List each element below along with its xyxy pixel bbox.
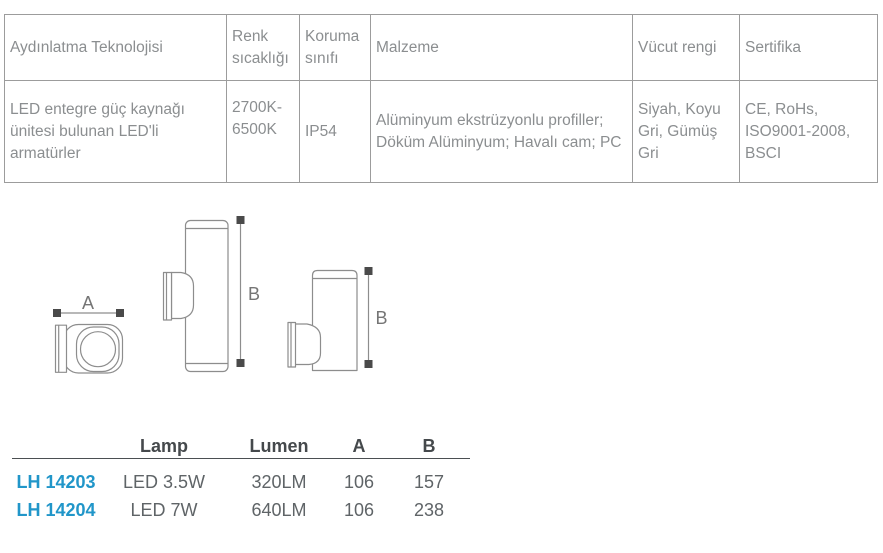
wall-plate — [288, 323, 296, 368]
dimension-endpoint-square — [116, 309, 124, 317]
wall-plate — [164, 273, 172, 321]
spec-header-certificate: Sertifika — [740, 15, 878, 81]
spec-header-color-temperature: Renk sıcaklığı — [227, 15, 300, 81]
product-dim-b-value: 157 — [413, 471, 445, 492]
product-table-header-row — [12, 434, 470, 459]
lens-bezel — [77, 327, 120, 372]
product-code-link[interactable]: LH 14204 — [16, 499, 96, 520]
lens-circle — [81, 332, 116, 367]
spec-value-material: Alüminyum ekstrüzyonlu profiller; Döküm Alüminyum; Havalı cam; PC — [371, 81, 633, 183]
dimension-endpoint-square — [365, 360, 373, 368]
spec-value-protection-class: IP54 — [300, 81, 371, 183]
product-dim-a-value: 106 — [343, 499, 375, 520]
product-header-lumen: Lumen — [249, 435, 309, 456]
product-lamp-value: LED 7W — [130, 499, 198, 520]
lamp-body-outline — [313, 271, 358, 371]
product-dim-a-value: 106 — [343, 471, 375, 492]
product-table — [12, 434, 470, 524]
product-header-dim-a: A — [352, 435, 366, 456]
product-header-dim-b: B — [422, 435, 436, 456]
spec-value-lighting-technology: LED entegre güç kaynağı ünitesi bulunan LED'li armatürler — [5, 81, 227, 183]
product-lumen-value: 320LM — [251, 471, 307, 492]
product-code-link[interactable]: LH 14203 — [16, 471, 96, 492]
spec-header-body-color: Vücut rengi — [633, 15, 740, 81]
spec-header-lighting-technology: Aydınlatma Teknolojisi — [5, 15, 227, 81]
dimension-endpoint-square — [53, 309, 61, 317]
spec-value-certificate: CE, RoHs, ISO9001-2008, BSCI — [740, 81, 878, 183]
spec-value-body-color: Siyah, Koyu Gri, Gümüş Gri — [633, 81, 740, 183]
dimension-endpoint-square — [237, 359, 245, 367]
product-lumen-value: 640LM — [251, 499, 307, 520]
product-header-lamp: Lamp — [139, 435, 188, 456]
spec-value-color-temperature: 2700K-6500K — [227, 81, 300, 183]
product-lamp-value: LED 3.5W — [122, 471, 206, 492]
spec-value-row — [5, 81, 878, 183]
dimension-endpoint-square — [365, 267, 373, 275]
drawing-top-view — [53, 309, 124, 373]
dimension-endpoint-square — [237, 216, 245, 224]
dimension-b-side-label: B — [375, 308, 388, 328]
drawing-side-view — [288, 267, 373, 371]
drawing-front-view — [164, 216, 245, 372]
wall-plate — [56, 325, 67, 372]
product-dim-b-value: 238 — [413, 499, 445, 520]
wall-bracket — [295, 324, 321, 365]
spec-table — [4, 14, 878, 183]
lamp-cylinder — [186, 221, 229, 372]
product-row — [12, 496, 470, 524]
spec-header-row — [5, 15, 878, 81]
spec-header-protection-class: Koruma sınıfı — [300, 15, 371, 81]
product-row — [12, 468, 470, 496]
spec-header-material: Malzeme — [371, 15, 633, 81]
dimension-b-front-label: B — [248, 284, 261, 304]
dimension-a-label: A — [81, 293, 95, 313]
lamp-body-outline — [64, 325, 123, 374]
wall-bracket — [172, 273, 194, 319]
